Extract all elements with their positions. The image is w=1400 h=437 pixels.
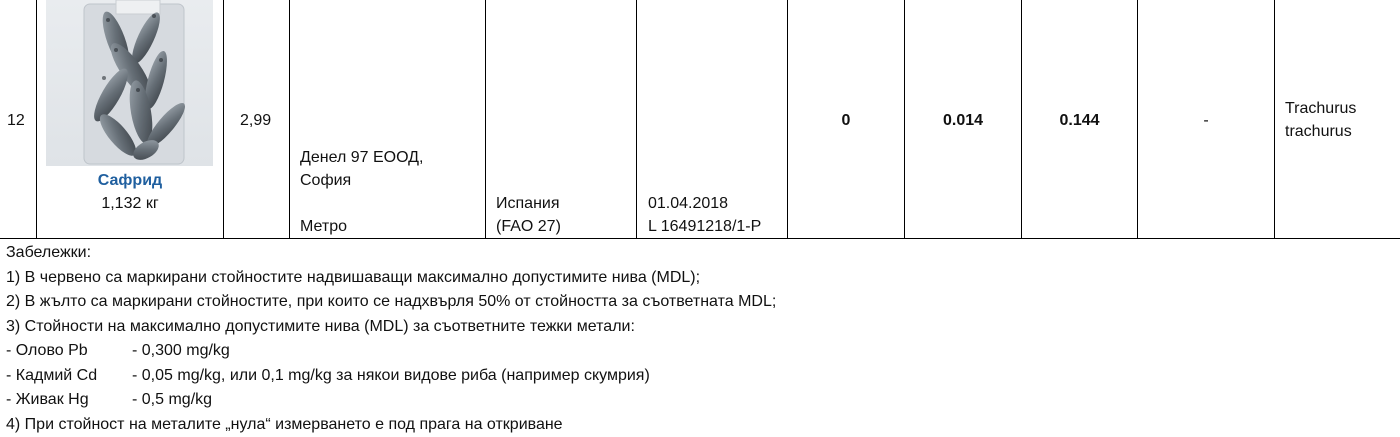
grid-line xyxy=(223,0,224,238)
mercury-value: 0.014 xyxy=(905,109,1021,132)
mdl-row-mercury xyxy=(6,388,776,413)
grid-line xyxy=(636,0,637,238)
other-value: - xyxy=(1138,109,1274,132)
grid-line xyxy=(1274,0,1275,238)
note-3: 3) Стойности на максимално допустимите нива (MDL) за съответните тежки метали: xyxy=(6,315,776,340)
grid-line xyxy=(289,0,290,238)
latin-name-line-2: trachurus xyxy=(1285,120,1352,143)
mdl-name: - Кадмий Cd xyxy=(6,364,132,389)
cadmium-value: 0 xyxy=(788,109,904,132)
mdl-name: - Живак Hg xyxy=(6,388,132,413)
store-name: Метро xyxy=(300,215,347,238)
note-4: 4) При стойност на металите „нула“ измерването е под прага на откриване xyxy=(6,413,776,437)
mdl-value: - 0,5 mg/kg xyxy=(132,388,212,413)
mdl-row-lead xyxy=(6,339,776,364)
mdl-value: - 0,05 mg/kg, или 0,1 mg/kg за някои видове риба (например скумрия) xyxy=(132,364,650,389)
note-1: 1) В червено са маркирани стойностите надвишаващи максимално допустимите нива (MDL); xyxy=(6,266,776,291)
producer-line-2: София xyxy=(300,169,351,192)
price-value: 2,99 xyxy=(240,109,271,132)
table-bottom-border xyxy=(0,238,1400,239)
grid-line xyxy=(485,0,486,238)
note-2: 2) В жълто са маркирани стойностите, при които се надхвърля 50% от стойността за съответната MDL; xyxy=(6,290,776,315)
producer-line-1: Денел 97 ЕООД, xyxy=(300,146,423,169)
product-name: Сафрид xyxy=(37,170,223,192)
lot-number: L 16491218/1-P xyxy=(648,215,761,238)
mdl-name: - Олово Pb xyxy=(6,339,132,364)
date-line-1: 01.04.2018 xyxy=(648,192,728,215)
origin-line-2: (FAO 27) xyxy=(496,215,561,238)
notes-section xyxy=(6,241,776,437)
mdl-row-cadmium xyxy=(6,364,776,389)
lead-value: 0.144 xyxy=(1022,109,1137,132)
product-photo xyxy=(46,0,213,166)
mdl-value: - 0,300 mg/kg xyxy=(132,339,230,364)
origin-line-1: Испания xyxy=(496,192,560,215)
latin-name-line-1: Trachurus xyxy=(1285,97,1356,120)
notes-heading: Забележки: xyxy=(6,241,776,266)
row-number: 12 xyxy=(7,109,25,132)
product-weight: 1,132 кг xyxy=(37,193,223,215)
